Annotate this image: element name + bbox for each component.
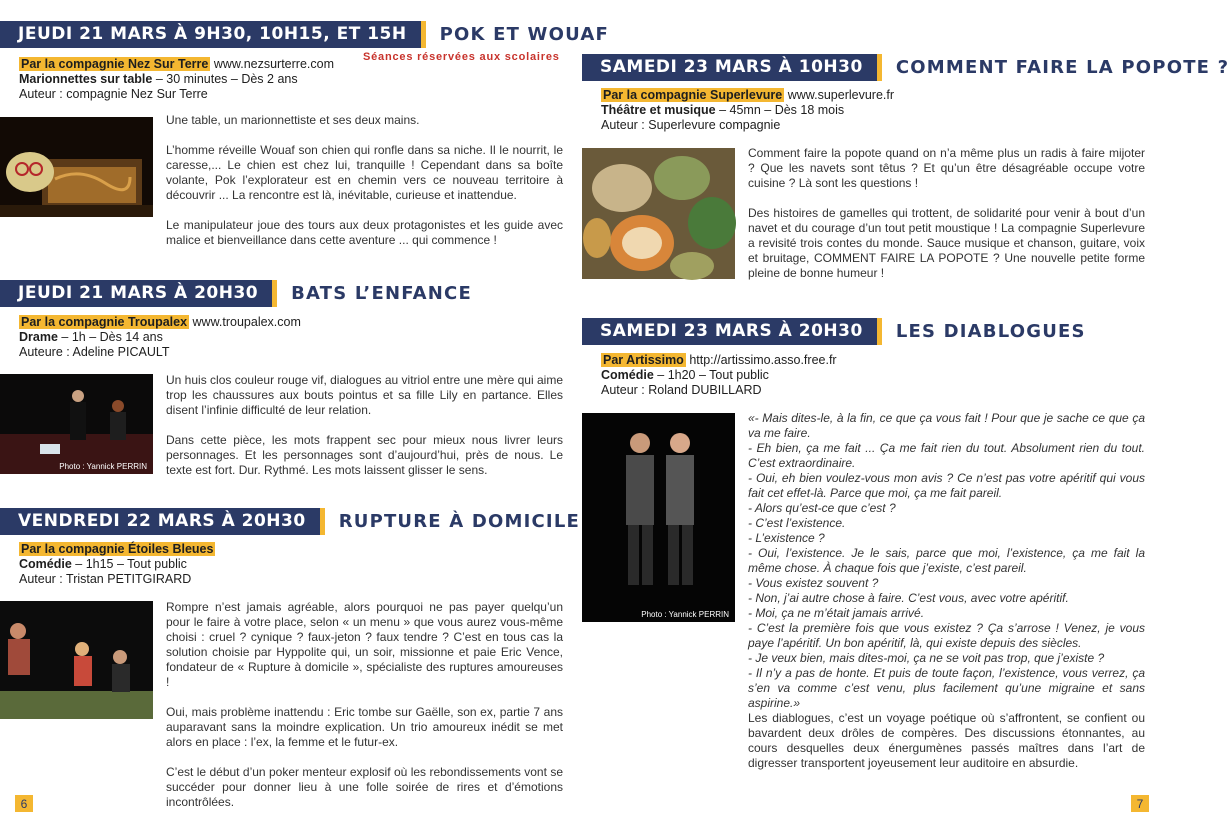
photo-credit: Photo : Yannick PERRIN (641, 610, 729, 619)
quote-line: - Oui, eh bien voulez-vous mon avis ? Ce n’est pas votre apéritif qui vous fait cet effet-là. Parce que moi, ça me fait pareil. (748, 471, 1145, 500)
company-url: www.nezsurterre.com (213, 57, 335, 71)
genre: Comédie (601, 368, 654, 382)
company-url: http://artissimo.asso.free.fr (689, 353, 837, 367)
quote-line: - Alors qu’est-ce que c’est ? (748, 501, 896, 515)
event-description (748, 711, 1145, 786)
event-quote (748, 411, 1145, 711)
paragraph: Le manipulateur joue des tours aux deux protagonistes et les guide avec malice et bienveillance dans cette aventure ... qui commence ! (166, 218, 563, 247)
paragraph: Comment faire la popote quand on n’a même plus un radis à faire mijoter ? Que les navets sont têtus ? Et qu’un être désagréable occupe votre cuisine ? Là sont les questions ! (748, 146, 1145, 190)
quote-line: - L’existence ? (748, 531, 825, 545)
genre: Théâtre et musique (601, 103, 716, 117)
author: Auteur : Superlevure compagnie (601, 118, 781, 132)
event-header (582, 53, 1229, 81)
quote-line: - C’est l’existence. (748, 516, 846, 530)
genre: Drame (19, 330, 58, 344)
schools-note: Séances réservées aux scolaires (363, 51, 560, 63)
event-date: VENDREDI 22 MARS À 20H30 (0, 508, 325, 535)
event-date: SAMEDI 23 MARS À 20H30 (582, 318, 882, 345)
paragraph: C’est le début d’un poker menteur explosif où les rebondissements vont se succéder pour donner lieu à une folle soirée de rires et d’émotions incontrôlées. (166, 765, 563, 809)
quote-line: - C’est la première fois que vous existez ? Ça s’arrose ! Venez, je vous paye l’apéritif. Un bon apéritif, là, qui existe depuis des siècles. (748, 621, 1145, 650)
page-number: 6 (15, 795, 33, 812)
quote-line: - Moi, ça ne m’était jamais arrivé. (748, 606, 925, 620)
quote-line: - Il n’y a pas de honte. Et puis de toute façon, l’existence, vous verrez, ça s’en va comme c’est venu, plus facilement qu’une migraine et sans aspirine.» (748, 666, 1145, 710)
company-label: Par la compagnie Superlevure (603, 88, 783, 102)
event-description (166, 373, 563, 493)
author: Auteur : compagnie Nez Sur Terre (19, 87, 208, 101)
event-date: SAMEDI 23 MARS À 10H30 (582, 54, 882, 81)
event-header (0, 20, 609, 48)
company-label: Par la compagnie Étoiles Bleues (21, 542, 214, 556)
paragraph: Oui, mais problème inattendu : Eric tombe sur Gaëlle, son ex, partie 7 ans auparavant sans la moindre explication. Un trio amoureux inédit se met alors en place : l’ex, la femme et le futur-ex. (166, 705, 563, 749)
details: – 1h15 – Tout public (71, 557, 187, 571)
details: – 1h – Dès 14 ans (57, 330, 163, 344)
event-info (19, 315, 301, 360)
page-left (0, 0, 610, 826)
event-header (0, 279, 472, 307)
event-info (601, 88, 894, 133)
details: – 45mn – Dès 18 mois (715, 103, 845, 117)
paragraph: Rompre n’est jamais agréable, alors pourquoi ne pas payer quelqu’un pour le faire à votre place, selon « un menu » que vous aurez vous-même choisi : cruel ? cynique ? faux-jeton ? faux tendre ? C’est en tous cas la solution choisie par Hyppolite qui, un soir, missionne et paie Eric Vence, fondateur de « Rupture à domicile », spécialiste des ruptures amoureuses ! (166, 600, 563, 689)
event-title: POK ET WOUAF (439, 23, 610, 45)
page-right (582, 0, 1229, 826)
paragraph: L’homme réveille Wouaf son chien qui ronfle dans sa niche. Il le nourrit, le caresse,... Le chien est chez lui, tranquille ! Cependant dans sa boîte volante, Pok l’explorateur est en chemin vers ce nouveau territoire à découvrir ... La rencontre est là, inévitable, curieuse et inattendue. (166, 143, 563, 202)
event-info (19, 57, 334, 102)
photo-comment-faire-la-popote (582, 148, 735, 279)
quote-line: «- Mais dites-le, à la fin, ce que ça vous fait ! Pour que je sache ce que ça va me faire. (748, 411, 1145, 440)
photo-pok-et-wouaf (0, 117, 153, 217)
genre: Comédie (19, 557, 72, 571)
company-url: www.superlevure.fr (787, 88, 895, 102)
event-title: BATS L’ENFANCE (291, 282, 472, 304)
paragraph: Des histoires de gamelles qui trottent, de solidarité pour venir à bout d’un navet et du courage d’un tout petit moustique ! La compagnie Superlevure a revisité trois contes du monde. Sauce musique et chanson, guitare, voix et bruitage, COMMENT FAIRE LA POPOTE ? Une nouvelle petite forme pleine de bonne humeur ! (748, 206, 1145, 280)
quote-line: - Je veux bien, mais dites-moi, ça ne se voit pas trop, que j’existe ? (748, 651, 1105, 665)
genre: Marionnettes sur table (19, 72, 153, 86)
event-title: RUPTURE À DOMICILE (338, 510, 580, 532)
event-description (748, 146, 1145, 296)
event-description (166, 113, 563, 263)
photo-les-diablogues (582, 413, 735, 622)
event-description (166, 600, 563, 825)
event-header (0, 507, 580, 535)
photo-credit: Photo : Yannick PERRIN (59, 462, 147, 471)
quote-line: - Non, j’ai autre chose à faire. C’est vous, avec votre apéritif. (748, 591, 1069, 605)
company-label: Par la compagnie Troupalex (21, 315, 188, 329)
page-number: 7 (1131, 795, 1149, 812)
event-date: JEUDI 21 MARS À 9H30, 10H15, ET 15H (0, 21, 426, 48)
details: – 1h20 – Tout public (653, 368, 769, 382)
quote-line: - Vous existez souvent ? (748, 576, 879, 590)
paragraph: Une table, un marionnettiste et ses deux mains. (166, 113, 420, 127)
company-label: Par Artissimo (603, 353, 684, 367)
quote-line: - Oui, l’existence. Je le sais, parce que moi, l’existence, ça me fait la même chose. À chaque fois que j’existe, c’est pareil. (748, 546, 1145, 575)
author: Auteur : Tristan PETITGIRARD (19, 572, 192, 586)
event-header (582, 317, 1086, 345)
quote-line: - Eh bien, ça me fait ... Ça me fait rien du tout. Absolument rien du tout. C’est extraordinaire. (748, 441, 1145, 470)
author: Auteur : Roland DUBILLARD (601, 383, 762, 397)
author: Auteure : Adeline PICAULT (19, 345, 170, 359)
event-info (601, 353, 837, 398)
paragraph: Dans cette pièce, les mots frappent sec pour mieux nous livrer leurs personnages. Et les personnages sont d’aujourd’hui, près de nous. Le texte est fort. Dur. Rythmé. Les mots laissent glisser le sens. (166, 433, 563, 477)
event-info (19, 542, 215, 587)
event-title: LES DIABLOGUES (895, 320, 1086, 342)
event-title: COMMENT FAIRE LA POPOTE ? (895, 56, 1229, 78)
photo-bats-lenfance (0, 374, 153, 474)
company-label: Par la compagnie Nez Sur Terre (21, 57, 209, 71)
photo-rupture-a-domicile (0, 601, 153, 719)
paragraph: Les diablogues, c’est un voyage poétique où s’affrontent, se confient ou bavardent deux drôles de compères. Des discussions étonnantes, au cours desquelles deux énergumènes passés maîtres dans l’art de digresser transportent joyeusement leur auditoire en absurdie. (748, 711, 1145, 770)
paragraph: Un huis clos couleur rouge vif, dialogues au vitriol entre une mère qui aime trop les chaussures aux bouts pointus et sa fille Lily en partance. Elles disent l’infinie difficulté de leur relation. (166, 373, 563, 417)
event-date: JEUDI 21 MARS À 20H30 (0, 280, 277, 307)
company-url: www.troupalex.com (192, 315, 301, 329)
details: – 30 minutes – Dès 2 ans (152, 72, 298, 86)
